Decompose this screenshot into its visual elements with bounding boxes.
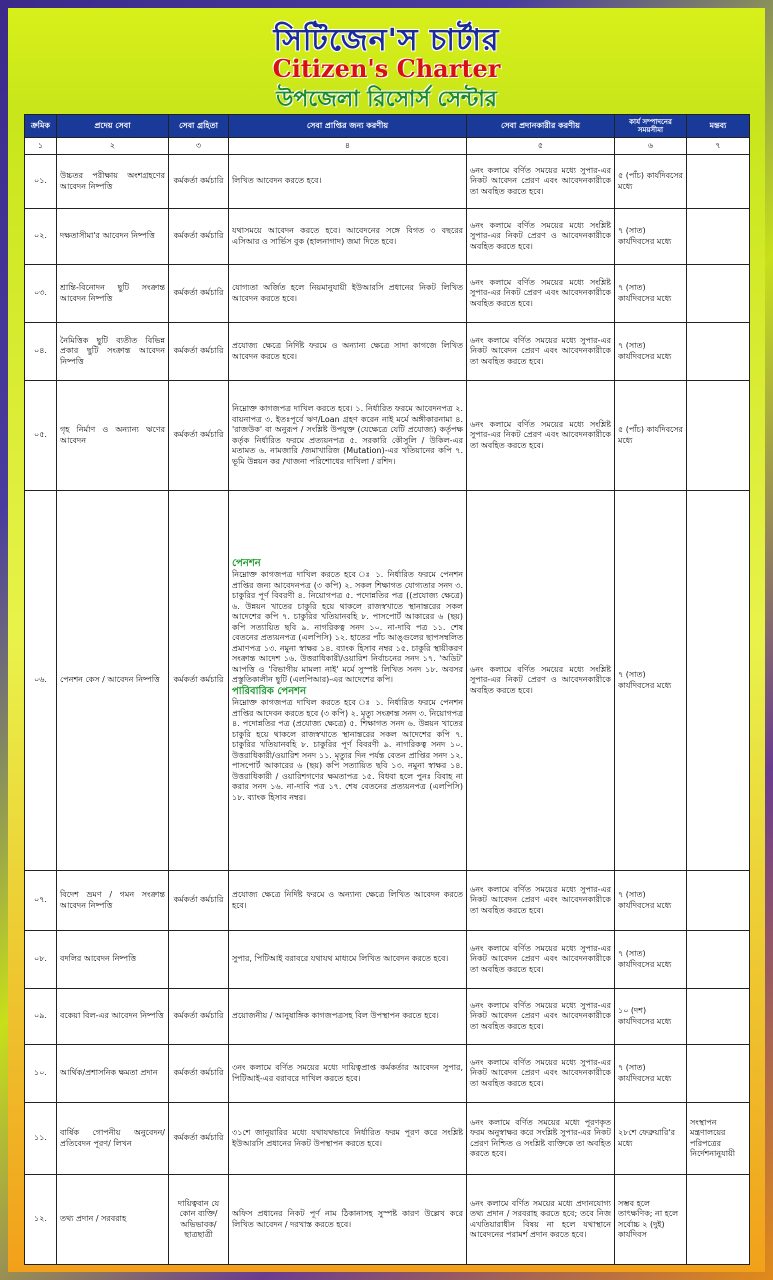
col-header-provider: সেবা প্রদানকারীর করণীয় [467, 115, 615, 138]
row-remark [687, 931, 750, 989]
row-recipient: কর্মকর্তা কর্মচারি [169, 323, 229, 381]
row-remark [687, 381, 750, 491]
row-todo: ৩১শে জানুয়ারির মধ্যে যথাযথভাবে নির্ধারিত ফরম পূরণ করে সংশ্লিষ্ট ইউআরসি প্রধানের নিকট উপস্থাপন করতে হবে। [229, 1103, 467, 1175]
row-todo-pension [229, 491, 467, 871]
row-recipient: কর্মকর্তা কর্মচারি [169, 1045, 229, 1103]
row-recipient: কর্মকর্তা কর্মচারি [169, 155, 229, 209]
row-todo: লিখিত আবেদন করতে হবে। [229, 155, 467, 209]
row-service: বিদেশ ভ্রমণ / গমন সংক্রান্ত আবেদন নিষ্পত্তি [57, 871, 169, 931]
row-remark [687, 871, 750, 931]
row-recipient: কর্মকর্তা কর্মচারি [169, 381, 229, 491]
col-header-todo: সেবা প্রাপ্তির জন্য করণীয় [229, 115, 467, 138]
row-provider: ৬নং কলামে বর্ণিত সময়ের মধ্যে প্রদানযোগ্য তথ্য প্রদান / সরবরাহ করতে হবে; তবে নিজ এখতিয়ারাধীন বিষয় না হলে যথাস্থানে আবেদনের পরামর্শ প্রদান করতে হবে। [467, 1175, 615, 1265]
charter-table [24, 114, 750, 1265]
row-time: ৭ (সাত) কার্যদিবসের মধ্যে [615, 265, 687, 323]
charter-header [8, 8, 765, 112]
title-bengali: সিটিজেন'স চার্টার [273, 23, 500, 58]
row-service: উচ্চতর পরীক্ষায় অংশগ্রহণের আবেদন নিষ্পত্তি [57, 155, 169, 209]
row-provider: ৬নং কলামে বর্ণিত সময়ের মধ্যে সুপার-এর নিকট আবেদন প্রেরণ এবং আবেদনকারীকে তা অবহিত করতে হবে। [467, 931, 615, 989]
row-time: ৭ (সাত) কার্যদিবসের মধ্যে [615, 1045, 687, 1103]
row-todo: নিম্নোক্ত কাগজপত্র দাখিল করতে হবে। ১. নির্ধারিত ফরমে আবেদনপত্র ২. বায়নাপত্র ৩. ইতঃপূর্বে ঋণ/Loan গ্রহণ করেন নাই মর্মে অঙ্গীকারনামা ৪. 'রাজউক' বা অনুরূপ / সংশ্লিষ্ট উপযুক্ত (যেক্ষেত্রে যেটি প্রযোজ্য) কর্তৃপক্ষ কর্তৃক নির্ধারিত ফরমে প্রত্যয়নপত্র ৫. সরকারি কৌসুলি / উকিল-এর মতামত ৬. নামজারি /জমাখারিজ (Mutation)-এর খতিয়ানের কপি ৭. ভূমি উন্নয়ন কর /খাজনা পরিশোধের দাখিলা / রশিদ। [229, 381, 467, 491]
row-serial: ১০. [25, 1045, 57, 1103]
table-row [25, 265, 750, 323]
row-time: ৫ (পাঁচ) কার্যদিবসের মধ্যে [615, 155, 687, 209]
table-row [25, 491, 750, 871]
title-english: Citizen's Charter [272, 54, 501, 83]
col-header-recipient: সেবা গ্রহিতা [169, 115, 229, 138]
col-number: ৪ [229, 138, 467, 155]
col-number: ৭ [687, 138, 750, 155]
row-serial: ০৬. [25, 491, 57, 871]
charter-frame [8, 8, 765, 1272]
subtitle-office: উপজেলা রিসোর্স সেন্টার [276, 87, 497, 112]
table-row [25, 381, 750, 491]
row-provider: ৬নং কলামে বর্ণিত সময়ের মধ্যে সংশ্লিষ্ট সুপার-এর নিকট প্রেরণ এবং আবেদনকারীকে অবহিত করতে হবে। [467, 265, 615, 323]
row-service: গৃহ নির্মাণ ও অন্যান্য ঋণের আবেদন [57, 381, 169, 491]
row-todo: যথাসময়ে আবেদন করতে হবে। আবেদনের সঙ্গে বিগত ৩ বছরের এসিআর ও সার্ভিস বুক (হালনাগাদ) জমা দিতে হবে। [229, 209, 467, 265]
row-remark [687, 1175, 750, 1265]
row-provider: ৬নং কলামে বর্ণিত সময়ের মধ্যে সংশ্লিষ্ট সুপার-এর নিকট প্রেরণ এবং আবেদনকারীকে তা অবহিত করতে হবে। [467, 381, 615, 491]
row-serial: ০২. [25, 209, 57, 265]
row-recipient [169, 931, 229, 989]
table-row [25, 323, 750, 381]
row-recipient: কর্মকর্তা কর্মচারি [169, 989, 229, 1045]
row-service: বদলির আবেদন নিষ্পত্তি [57, 931, 169, 989]
table-row [25, 1103, 750, 1175]
row-service: বার্ষিক গোপনীয় অনুবেদন/ প্রতিবেদন পূরণ/ লিখন [57, 1103, 169, 1175]
col-header-serial: ক্রমিক [25, 115, 57, 138]
row-todo: যোগ্যতা অর্জিত হলে নিয়মানুযায়ী ইউআরসি প্রধানের নিকট লিখিত আবেদন করতে হবে। [229, 265, 467, 323]
row-serial: ১২. [25, 1175, 57, 1265]
col-header-time: কার্য সম্পাদনের সময়সীমা [615, 115, 687, 138]
pension-heading: পেনশন [232, 557, 261, 569]
row-todo: প্রযোজ্য ক্ষেত্রে নির্দিষ্ট ফরমে ও অন্যান্য ক্ষেত্রে সাদা কাগজে লিখিত আবেদন করতে হবে। [229, 323, 467, 381]
row-recipient: কর্মকর্তা কর্মচারি [169, 265, 229, 323]
row-todo: অফিস প্রধানের নিকট পূর্ণ নাম ঠিকানাসহ সুস্পষ্ট কারণ উল্লেখ করে লিখিত আবেদন / দরখাস্ত করতে হবে। [229, 1175, 467, 1265]
table-row [25, 989, 750, 1045]
col-number: ৬ [615, 138, 687, 155]
row-provider: ৬নং কলামে বর্ণিত সময়ের মধ্যে সংশ্লিষ্ট সুপার-এর নিকট প্রেরণ ও আবেদনকারীকে অবহিত করতে হবে। [467, 209, 615, 265]
row-serial: ০৫. [25, 381, 57, 491]
row-time: ৭ (সাত) কার্যদিবসের মধ্যে [615, 931, 687, 989]
row-remark [687, 265, 750, 323]
row-recipient: কর্মকর্তা কর্মচারি [169, 871, 229, 931]
row-service: আর্থিক/প্রশাসনিক ক্ষমতা প্রদান [57, 1045, 169, 1103]
row-remark [687, 323, 750, 381]
row-service: নৈমিত্তিক ছুটি ব্যতীত বিভিন্ন প্রকার ছুটি সংক্রান্ত আবেদন নিষ্পত্তি [57, 323, 169, 381]
row-service: তথ্য প্রদান / সরবরাহ [57, 1175, 169, 1265]
row-provider: ৬নং কলামে বর্ণিত সময়ের মধ্যে পূরণকৃত ফরম অনুস্বাক্ষর করে সংশ্লিষ্ট সুপার-এর নিকট প্রেরণ নিশ্চিত ও সংশ্লিষ্ট ব্যক্তিকে তা অবহিত করতে হবে। [467, 1103, 615, 1175]
row-provider: ৬নং কলামে বর্ণিত সময়ের মধ্যে সুপার-এর নিকট আবেদন প্রেরণ এবং আবেদনকারীকে তা অবহিত করতে হবে। [467, 155, 615, 209]
row-service: দক্ষতাসীমা'র আবেদন নিষ্পত্তি [57, 209, 169, 265]
row-remark [687, 989, 750, 1045]
row-remark: সংস্থাপন মন্ত্রণালয়ের পরিপত্রের নির্দেশনানুযায়ী [687, 1103, 750, 1175]
pension-requirements: নিম্নোক্ত কাগজপত্র দাখিল করতে হবে ঃ ১. নির্ধারিত ফরমে পেনশন প্রাপ্তির জন্য আবেদনপত্র (৩ কপি) ২. সকল শিক্ষাগত যোগ্যতার সনদ ৩. চাকুরির পূর্ণ বিবরণী ৪. নিয়োগপত্র ৫. পদোন্নতির পত্র ((প্রযোজ্য ক্ষেত্রে) ৬. উন্নয়ন খাতের চাকুরি হয়ে থাকলে রাজস্বখাতে স্থানান্তরের সকল আদেশের কপি ৭. চাকুরির খতিয়ানবহি ৮. পাসপোর্ট আকারের ৬ (ছয়) কপি সত্যায়িত ছবি ৯. নাগরিকত্ব সনদ ১০. না-দাবি পত্র ১১. শেষ বেতনের প্রত্যয়নপত্র (এলপিসি) ১২. হাতের পাঁচ আঙ্গুলের ছাপসম্বলিত প্রমাণপত্র ১৩. নমুনা স্বাক্ষর ১৪. ব্যাংক হিসাব নম্বর ১৫. চাকুরি স্থায়ীকরণ সংক্রান্ত আদেশ ১৬. উত্তরাধিকারী/ওয়ারিশ নির্বাচনের সনদ ১৭. 'অডিট' আপত্তি ও 'বিভাগীয় মামলা নাই' মর্মে সুস্পষ্ট লিখিত সনদ ১৮. অবসর প্রস্তুতিকালীন ছুটি (এলপিআর)-এর আদেশের কপি। [232, 570, 463, 685]
row-remark [687, 1045, 750, 1103]
col-number: ৫ [467, 138, 615, 155]
row-todo: ৩নং কলামে বর্ণিত সময়ের মধ্যে দায়িত্বপ্রাপ্ত কর্মকর্তার আবেদন সুপার, পিটিআই-এর বরাবরে দাখিল করতে হবে। [229, 1045, 467, 1103]
row-todo: প্রয়োজনীয় / আনুষাঙ্গিক কাগজপত্রসহ বিল উপস্থাপন করতে হবে। [229, 989, 467, 1045]
row-recipient: কর্মকর্তা কর্মচারি [169, 491, 229, 871]
row-todo: প্রযোজ্য ক্ষেত্রে নির্দিষ্ট ফরমে ও অন্যান্য ক্ষেত্রে লিখিত আবেদন করতে হবে। [229, 871, 467, 931]
row-provider: ৬নং কলামে বর্ণিত সময়ের মধ্যে সুপার-এর নিকট আবেদন প্রেরণ এবং আবেদনকারীকে তা অবহিত করতে হবে। [467, 989, 615, 1045]
column-number-row [25, 138, 750, 155]
row-remark [687, 209, 750, 265]
row-time: ৭ (সাত) কার্যদিবসের মধ্যে [615, 871, 687, 931]
row-provider: ৬নং কলামে বর্ণিত সময়ের মধ্যে সুপার-এর নিকট আবেদন প্রেরণ এবং আবেদনকারীকে তা অবহিত করতে হবে। [467, 323, 615, 381]
table-header-row [25, 115, 750, 138]
col-header-service: প্রদেয় সেবা [57, 115, 169, 138]
col-header-remark: মন্তব্য [687, 115, 750, 138]
row-time: ২৮শে ফেব্রুয়ারি'র মধ্যে [615, 1103, 687, 1175]
row-recipient: কর্মকর্তা কর্মচারি [169, 1103, 229, 1175]
row-recipient: দায়িত্ববান যে কোন ব্যক্তি/ অভিভাবক/ ছাত্রছাত্রী [169, 1175, 229, 1265]
row-recipient: কর্মকর্তা কর্মচারি [169, 209, 229, 265]
family-pension-heading: পারিবারিক পেনশন [232, 685, 307, 697]
row-serial: ০৩. [25, 265, 57, 323]
table-row [25, 931, 750, 989]
row-time: ৭ (সাত) কার্যদিবসের মধ্যে [615, 491, 687, 871]
row-time: ৫ (পাঁচ) কার্যদিবসের মধ্যে [615, 381, 687, 491]
table-row [25, 1045, 750, 1103]
table-row [25, 155, 750, 209]
col-number: ৩ [169, 138, 229, 155]
row-remark [687, 155, 750, 209]
row-time: ৭ (সাত) কার্যদিবসের মধ্যে [615, 209, 687, 265]
row-service: শ্রান্তি-বিনোদন ছুটি সংক্রান্ত আবেদন নিষ্পত্তি [57, 265, 169, 323]
family-pension-requirements: নিম্নোক্ত কাগজপত্র দাখিল করতে হবে ঃ ১. নির্ধারিত ফরমে পেনশন প্রাপ্তির আদেবন করতে হবে (৩ কপি) ২. মৃত্যু সংক্রান্ত সনদ ৩. নিয়োগপত্র ৪. পদোন্নতির পত্র (প্রযোজ্য ক্ষেত্রে) ৫. শিক্ষাগত সনদ ৬. উন্নয়ন খাতের চাকুরি হয়ে থাকলে রাজস্বখাতে স্থানান্তরের সকল আদেশের কপি ৭. চাকুরির খতিয়ানবহি ৮. চাকুরির পূর্ণ বিবরণী ৯. নাগরিকত্ব সনদ ১০. উত্তরাধিকারী/ওয়ারিশ সনদ ১১. মৃত্যুর দিন পর্যন্ত বেতন প্রাপ্তির সনদ ১২. পাসপোর্ট আকারের ৬ (ছয়) কপি সত্যায়িত ছবি ১৩. নমুনা স্বাক্ষর ১৪. উত্তরাধিকারী / ওয়ারিশগণের ক্ষমতাপত্র ১৫. বিধবা হলে পুনঃ বিবাহ না করার সনদ ১৬. না-দাবি পত্র ১৭. শেষ বেতনের প্রত্যয়নপত্র (এলপিসি) ১৮. ব্যাংক হিসাব নম্বর। [232, 698, 463, 802]
row-serial: ০১. [25, 155, 57, 209]
row-time: ১০ (দশ) কার্যদিবসের মধ্যে [615, 989, 687, 1045]
row-remark [687, 491, 750, 871]
row-time: সম্ভব হলে তাৎক্ষণিক; না হলে সর্বোচ্চ ২ (দুই) কার্যদিবস [615, 1175, 687, 1265]
row-time: ৭ (সাত) কার্যদিবসের মধ্যে [615, 323, 687, 381]
row-service: বকেয়া বিল-এর আবেদন নিষ্পত্তি [57, 989, 169, 1045]
table-row [25, 1175, 750, 1265]
row-serial: ০৪. [25, 323, 57, 381]
row-serial: ০৯. [25, 989, 57, 1045]
table-row [25, 871, 750, 931]
row-serial: ০৭. [25, 871, 57, 931]
row-serial: ১১. [25, 1103, 57, 1175]
row-serial: ০৮. [25, 931, 57, 989]
col-number: ২ [57, 138, 169, 155]
row-todo: সুপার, পিটিআই বরাবরে যথাযথ মাধ্যমে লিখিত আবেদন করতে হবে। [229, 931, 467, 989]
row-provider: ৬নং কলামে বর্ণিত সময়ের মধ্যে সংশ্লিষ্ট সুপার-এর নিকট প্রেরণ ও আবেদনকারীকে অবহিত করতে হবে। [467, 491, 615, 871]
col-number: ১ [25, 138, 57, 155]
table-row [25, 209, 750, 265]
row-provider: ৬নং কলামে বর্ণিত সময়ের মধ্যে সুপার-এর নিকট আবেদন প্রেরণ এবং আবেদনকারীকে তা অবহিত করতে হবে। [467, 871, 615, 931]
row-service: পেনশন কেস / আবেদন নিষ্পত্তি [57, 491, 169, 871]
row-provider: ৬নং কলামে বর্ণিত সময়ের মধ্যে সুপার-এর নিকট আবেদন প্রেরণ এবং আবেদনকারীকে তা অবহিত করতে হবে। [467, 1045, 615, 1103]
